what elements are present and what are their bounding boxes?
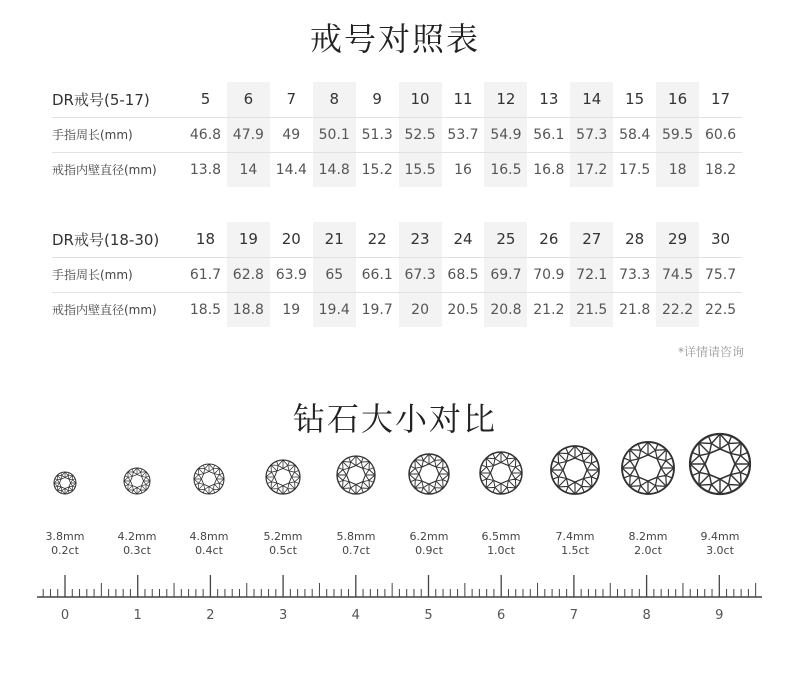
diamond-icon: [407, 452, 451, 496]
diamond-size-title: 钻石大小对比: [292, 400, 497, 438]
diamond-carat-label: 3.0ct: [706, 544, 734, 557]
ruler-label: 1: [133, 608, 142, 623]
table-cell: 65: [313, 257, 356, 292]
diamond-item: [169, 462, 249, 558]
diamond-size-label: 4.8mm: [189, 530, 229, 543]
table-cell: 19.7: [356, 292, 399, 327]
table-cell: 29: [656, 222, 699, 257]
table-cell: 8: [313, 82, 356, 117]
table-cell: 15.2: [356, 152, 399, 187]
table-cell: 61.7: [184, 257, 227, 292]
table-cell: 19: [270, 292, 313, 327]
ring-size-table-1: [52, 82, 742, 187]
table-cell: 12: [484, 82, 527, 117]
table-cell: 16: [656, 82, 699, 117]
table-cell: 23: [399, 222, 442, 257]
diamond-icon: [620, 440, 676, 496]
table-cell: 54.9: [484, 117, 527, 152]
table-cell: 69.7: [484, 257, 527, 292]
table-cell: 20.5: [442, 292, 485, 327]
table-cell: 16: [442, 152, 485, 187]
diamond-item: [243, 458, 323, 558]
table-cell: 60.6: [699, 117, 742, 152]
ruler-label: 7: [569, 608, 579, 623]
row-label: 手指周长(mm): [52, 257, 184, 292]
table-cell: 66.1: [356, 257, 399, 292]
circumference-row: [52, 257, 742, 292]
table-cell: 21.8: [613, 292, 656, 327]
diamond-size-label: 6.5mm: [481, 530, 521, 543]
diamond-comparison-row: [0, 440, 790, 570]
table-cell: 7: [286, 90, 297, 109]
table-cell: 63.9: [270, 257, 313, 292]
diamond-carat-label: 0.4ct: [195, 544, 223, 557]
ruler: [0, 566, 790, 626]
row-label: 戒指内壁直径(mm): [52, 152, 184, 187]
table-cell: 72.1: [570, 257, 613, 292]
table-cell: 21: [313, 222, 356, 257]
table-cell: 13: [539, 90, 559, 109]
diamond-item: [97, 466, 177, 558]
diamond-item: [389, 452, 469, 558]
table-cell: 57.3: [570, 117, 613, 152]
table-cell: 26: [539, 230, 559, 249]
diameter-row: [52, 152, 742, 187]
table-cell: 22: [367, 230, 387, 249]
diameter-row: [52, 292, 742, 327]
diamond-icon: [549, 444, 601, 496]
ruler-label: 6: [497, 608, 506, 623]
table-cell: 20: [399, 292, 442, 327]
table-cell: 20.8: [484, 292, 527, 327]
table-cell: 14: [227, 152, 270, 187]
table-cell: 22.5: [699, 292, 742, 327]
table-cell: 16.5: [484, 152, 527, 187]
size-row: [52, 82, 742, 117]
table-cell: 22.2: [656, 292, 699, 327]
table-cell: 18: [195, 230, 215, 249]
ruler-label: 4: [351, 608, 360, 623]
diamond-size-label: 9.4mm: [700, 530, 740, 543]
table-cell: 47.9: [227, 117, 270, 152]
table-cell: 11: [453, 90, 473, 109]
table-cell: 58.4: [613, 117, 656, 152]
table-cell: 73.3: [613, 257, 656, 292]
table-cell: 14: [570, 82, 613, 117]
table-cell: 70.9: [527, 257, 570, 292]
table-cell: 14.8: [313, 152, 356, 187]
table-cell: 46.8: [184, 117, 227, 152]
diamond-size-label: 5.2mm: [263, 530, 303, 543]
diamond-icon: [478, 450, 524, 496]
table-cell: 16.8: [527, 152, 570, 187]
table-cell: 13.8: [184, 152, 227, 187]
ruler-label: 9: [715, 608, 724, 623]
row-label: 戒指内壁直径(mm): [52, 292, 184, 327]
table-cell: 18: [656, 152, 699, 187]
ring-size-title: 戒号对照表: [309, 20, 480, 58]
row-label: 手指周长(mm): [52, 117, 184, 152]
diamond-carat-label: 0.5ct: [269, 544, 297, 557]
diamond-icon: [264, 458, 302, 496]
diamond-carat-label: 1.5ct: [561, 544, 589, 557]
diamond-carat-label: 2.0ct: [634, 544, 662, 557]
table-cell: 10: [399, 82, 442, 117]
table-cell: 28: [625, 230, 645, 249]
table-cell: 14.4: [270, 152, 313, 187]
table-cell: 9: [372, 90, 382, 109]
table-cell: 17.2: [570, 152, 613, 187]
diamond-icon: [688, 432, 752, 496]
diamond-item: [608, 440, 688, 558]
diamond-item: [25, 470, 105, 558]
table-cell: 18.5: [184, 292, 227, 327]
table-cell: 52.5: [399, 117, 442, 152]
diamond-size-label: 5.8mm: [336, 530, 376, 543]
table-cell: 6: [227, 82, 270, 117]
table-cell: 62.8: [227, 257, 270, 292]
consult-note: *详情请咨询: [677, 345, 744, 359]
table-cell: 30: [710, 230, 731, 249]
diamond-item: [461, 450, 541, 558]
table-cell: 68.5: [442, 257, 485, 292]
diamond-icon: [52, 470, 78, 496]
table-cell: 17.5: [613, 152, 656, 187]
table-cell: 24: [453, 230, 473, 249]
table-cell: 50.1: [313, 117, 356, 152]
ruler-label: 5: [424, 608, 433, 623]
diamond-carat-label: 0.7ct: [342, 544, 370, 557]
ruler-label: 2: [206, 608, 215, 623]
table-cell: 19.4: [313, 292, 356, 327]
table-cell: 5: [200, 90, 211, 109]
diamond-carat-label: 0.3ct: [123, 544, 151, 557]
table-cell: 27: [570, 222, 613, 257]
diamond-carat-label: 1.0ct: [487, 544, 515, 557]
ring-size-table-2: [52, 222, 742, 327]
diamond-size-label: 3.8mm: [45, 530, 85, 543]
diamond-icon: [335, 454, 377, 496]
row-label: DR戒号(5-17): [52, 90, 150, 109]
diamond-size-label: 4.2mm: [117, 530, 157, 543]
diamond-item: [316, 454, 396, 558]
table-cell: 18.2: [699, 152, 742, 187]
table-cell: 59.5: [656, 117, 699, 152]
table-cell: 25: [484, 222, 527, 257]
diamond-size-label: 8.2mm: [628, 530, 668, 543]
table-cell: 19: [227, 222, 270, 257]
diamond-carat-label: 0.2ct: [51, 544, 79, 557]
table-cell: 49: [270, 117, 313, 152]
table-cell: 56.1: [527, 117, 570, 152]
diamond-icon: [122, 466, 152, 496]
table-cell: 75.7: [699, 257, 742, 292]
table-cell: 51.3: [356, 117, 399, 152]
ruler-label: 8: [642, 608, 651, 623]
diamond-size-label: 7.4mm: [555, 530, 595, 543]
table-cell: 15.5: [399, 152, 442, 187]
table-cell: 15: [625, 90, 645, 109]
ruler-label: 0: [60, 608, 70, 623]
ruler-label: 3: [278, 608, 288, 623]
size-row: [52, 222, 742, 257]
table-cell: 20: [281, 230, 301, 249]
table-cell: 74.5: [656, 257, 699, 292]
diamond-size-label: 6.2mm: [409, 530, 449, 543]
diamond-item: [680, 432, 760, 558]
row-label: DR戒号(18-30): [52, 230, 160, 249]
table-cell: 17: [710, 90, 731, 109]
diamond-carat-label: 0.9ct: [415, 544, 443, 557]
diamond-icon: [192, 462, 226, 496]
table-cell: 18.8: [227, 292, 270, 327]
table-cell: 67.3: [399, 257, 442, 292]
table-cell: 21.2: [527, 292, 570, 327]
table-cell: 21.5: [570, 292, 613, 327]
circumference-row: [52, 117, 742, 152]
diamond-item: [535, 444, 615, 558]
table-cell: 53.7: [442, 117, 485, 152]
